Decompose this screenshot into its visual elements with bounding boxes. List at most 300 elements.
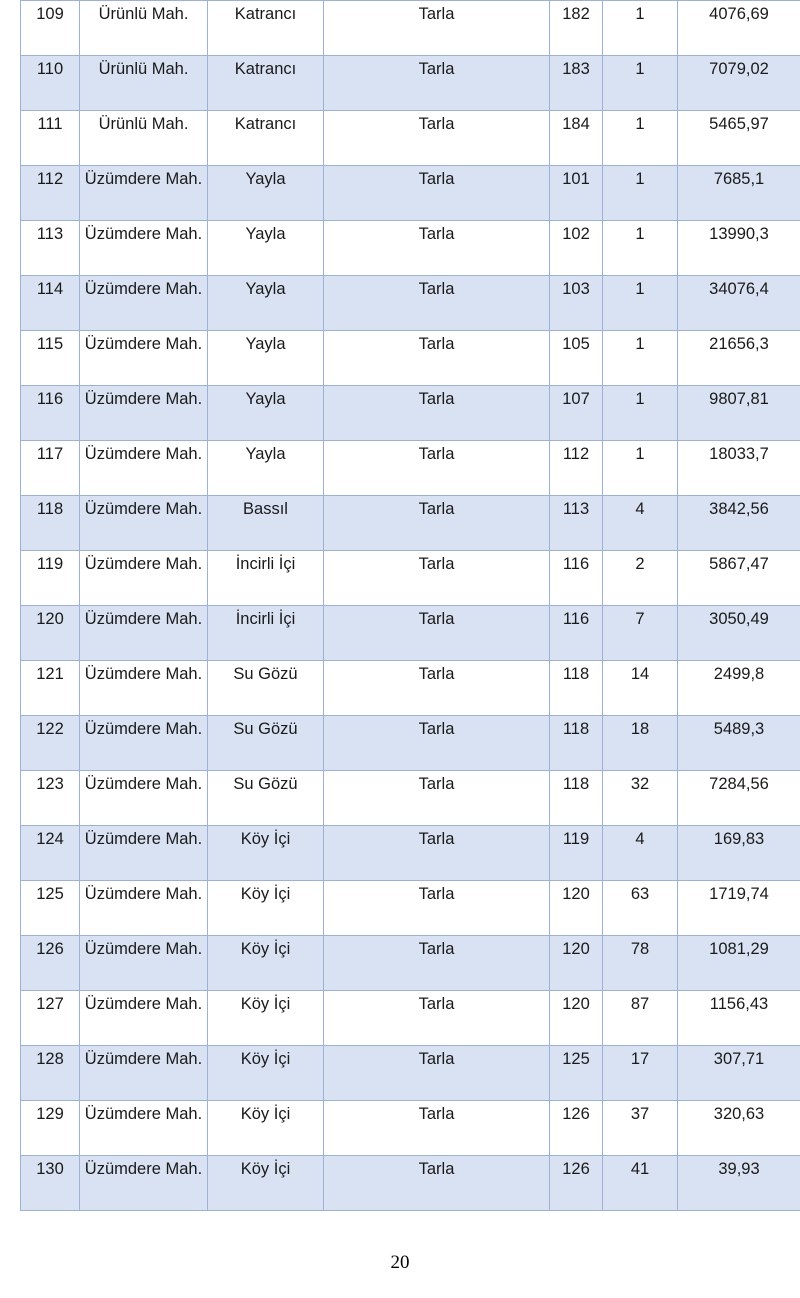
cell-mahalle-text: Üzümdere Mah.: [84, 610, 203, 628]
cell-mevki-text: Su Gözü: [233, 775, 298, 793]
cell-mahalle-text: Üzümdere Mah.: [84, 225, 203, 243]
cell-cins-text: Tarla: [418, 225, 455, 243]
cell-row-number-text: 127: [36, 995, 64, 1013]
cell-alan: [678, 1, 800, 56]
cell-parsel-text: 1: [635, 170, 645, 188]
cell-row-number-text: 115: [36, 335, 64, 353]
cell-ada-text: 101: [562, 170, 590, 188]
table-row: [21, 111, 800, 166]
cell-parsel: [603, 331, 678, 386]
cell-cins: [324, 1156, 550, 1211]
cell-ada-text: 103: [562, 280, 590, 298]
cell-mahalle: [80, 936, 208, 991]
cell-parsel: [603, 881, 678, 936]
cell-cins-text: Tarla: [418, 830, 455, 848]
cell-alan-text: 34076,4: [709, 280, 769, 298]
cell-mevki: [208, 111, 324, 166]
table-row: [21, 1101, 800, 1156]
cell-mahalle: [80, 881, 208, 936]
cell-mevki-text: Yayla: [245, 170, 286, 188]
cell-cins-text: Tarla: [418, 775, 455, 793]
cell-mevki: [208, 276, 324, 331]
cell-alan: [678, 221, 800, 276]
cell-ada: [550, 1046, 603, 1101]
cell-parsel-text: 17: [630, 1050, 650, 1068]
table-row: [21, 991, 800, 1046]
cell-row-number: [21, 56, 80, 111]
cell-mahalle: [80, 276, 208, 331]
cell-ada-text: 107: [562, 390, 590, 408]
cell-ada-text: 126: [562, 1160, 590, 1178]
cell-ada: [550, 166, 603, 221]
cell-parsel: [603, 826, 678, 881]
cell-mevki-text: Su Gözü: [233, 665, 298, 683]
cell-alan-text: 169,83: [713, 830, 765, 848]
cell-ada: [550, 881, 603, 936]
cell-mevki-text: Yayla: [245, 225, 286, 243]
cell-cins-text: Tarla: [418, 170, 455, 188]
cell-row-number: [21, 991, 80, 1046]
cell-cins-text: Tarla: [418, 610, 455, 628]
cell-parsel-text: 1: [635, 280, 645, 298]
cell-alan: [678, 1046, 800, 1101]
cell-cins: [324, 551, 550, 606]
cell-cins-text: Tarla: [418, 1050, 455, 1068]
cell-cins: [324, 331, 550, 386]
cell-mahalle: [80, 1046, 208, 1101]
cell-cins-text: Tarla: [418, 390, 455, 408]
cell-mevki-text: Köy İçi: [240, 1105, 291, 1123]
cell-mevki-text: İncirli İçi: [235, 555, 296, 573]
cell-parsel-text: 4: [635, 500, 645, 518]
cell-ada: [550, 826, 603, 881]
cell-parsel-text: 63: [630, 885, 650, 903]
cell-parsel-text: 18: [630, 720, 650, 738]
cell-ada-text: 116: [562, 610, 590, 628]
cell-row-number: [21, 1, 80, 56]
table-row: [21, 716, 800, 771]
cell-parsel: [603, 166, 678, 221]
table-row: [21, 1, 800, 56]
cell-ada-text: 182: [562, 5, 590, 23]
cell-mahalle-text: Üzümdere Mah.: [84, 280, 203, 298]
cell-cins-text: Tarla: [418, 500, 455, 518]
cell-alan-text: 18033,7: [709, 445, 769, 463]
cell-ada-text: 105: [562, 335, 590, 353]
cell-parsel: [603, 716, 678, 771]
cell-cins-text: Tarla: [418, 280, 455, 298]
cell-cins: [324, 111, 550, 166]
cell-parsel-text: 1: [635, 5, 645, 23]
cell-cins-text: Tarla: [418, 555, 455, 573]
cell-parsel: [603, 661, 678, 716]
cell-alan: [678, 661, 800, 716]
cell-parsel-text: 1: [635, 335, 645, 353]
cell-alan: [678, 276, 800, 331]
cell-alan-text: 4076,69: [709, 5, 769, 23]
cell-cins: [324, 221, 550, 276]
cell-mahalle: [80, 331, 208, 386]
cell-ada: [550, 1, 603, 56]
cell-row-number-text: 125: [36, 885, 64, 903]
cell-parsel-text: 1: [635, 390, 645, 408]
cell-mahalle: [80, 496, 208, 551]
table-row: [21, 1156, 800, 1211]
cell-alan-text: 7079,02: [709, 60, 769, 78]
cell-cins-text: Tarla: [418, 1160, 455, 1178]
cell-cins-text: Tarla: [418, 885, 455, 903]
cell-alan: [678, 1101, 800, 1156]
cell-alan: [678, 166, 800, 221]
cell-parsel: [603, 496, 678, 551]
cell-alan: [678, 496, 800, 551]
cell-cins: [324, 661, 550, 716]
cell-mahalle-text: Üzümdere Mah.: [84, 335, 203, 353]
cell-parsel: [603, 991, 678, 1046]
cell-cins: [324, 1046, 550, 1101]
cell-mevki-text: Köy İçi: [240, 1160, 291, 1178]
cell-mevki-text: Yayla: [245, 390, 286, 408]
cell-row-number: [21, 1046, 80, 1101]
cell-parsel-text: 78: [630, 940, 650, 958]
cell-mahalle-text: Üzümdere Mah.: [84, 995, 203, 1013]
cell-ada: [550, 661, 603, 716]
cell-cins: [324, 606, 550, 661]
cell-parsel-text: 2: [635, 555, 645, 573]
cell-alan-text: 39,93: [718, 1160, 760, 1178]
cell-mahalle: [80, 716, 208, 771]
cell-mevki: [208, 331, 324, 386]
cell-mahalle-text: Üzümdere Mah.: [84, 830, 203, 848]
table-row: [21, 276, 800, 331]
cell-parsel-text: 14: [630, 665, 650, 683]
cell-mahalle: [80, 1156, 208, 1211]
cell-mevki: [208, 496, 324, 551]
cell-parsel-text: 1: [635, 115, 645, 133]
cell-mevki: [208, 386, 324, 441]
cell-mahalle: [80, 606, 208, 661]
parcel-table-body: [21, 1, 800, 1211]
cell-cins-text: Tarla: [418, 115, 455, 133]
cell-mahalle-text: Üzümdere Mah.: [84, 775, 203, 793]
cell-ada-text: 118: [562, 665, 590, 683]
cell-mevki-text: Yayla: [245, 280, 286, 298]
cell-cins: [324, 496, 550, 551]
cell-mahalle: [80, 166, 208, 221]
cell-cins-text: Tarla: [418, 5, 455, 23]
cell-mevki-text: Köy İçi: [240, 885, 291, 903]
cell-alan-text: 5489,3: [713, 720, 765, 738]
cell-mevki: [208, 56, 324, 111]
cell-cins: [324, 276, 550, 331]
cell-alan-text: 9807,81: [709, 390, 769, 408]
cell-alan: [678, 716, 800, 771]
cell-parsel-text: 41: [630, 1160, 650, 1178]
cell-alan-text: 21656,3: [709, 335, 769, 353]
cell-mevki: [208, 1046, 324, 1101]
cell-ada: [550, 496, 603, 551]
cell-parsel-text: 1: [635, 445, 645, 463]
cell-mahalle-text: Üzümdere Mah.: [84, 665, 203, 683]
cell-ada: [550, 111, 603, 166]
cell-ada-text: 118: [562, 720, 590, 738]
cell-ada-text: 120: [562, 940, 590, 958]
cell-ada: [550, 551, 603, 606]
cell-parsel-text: 32: [630, 775, 650, 793]
parcel-table: [20, 0, 800, 1211]
cell-mahalle-text: Üzümdere Mah.: [84, 1105, 203, 1123]
cell-cins: [324, 716, 550, 771]
cell-alan-text: 2499,8: [713, 665, 765, 683]
cell-mevki: [208, 826, 324, 881]
cell-alan: [678, 826, 800, 881]
cell-mevki-text: Köy İçi: [240, 830, 291, 848]
cell-ada: [550, 386, 603, 441]
cell-row-number: [21, 606, 80, 661]
cell-row-number: [21, 661, 80, 716]
cell-cins: [324, 56, 550, 111]
cell-mahalle-text: Üzümdere Mah.: [84, 170, 203, 188]
cell-mahalle-text: Üzümdere Mah.: [84, 720, 203, 738]
cell-alan-text: 7685,1: [713, 170, 765, 188]
cell-row-number-text: 126: [36, 940, 64, 958]
cell-alan-text: 307,71: [713, 1050, 765, 1068]
cell-ada-text: 184: [562, 115, 590, 133]
cell-mevki-text: Katrancı: [234, 60, 297, 78]
cell-parsel-text: 87: [630, 995, 650, 1013]
cell-cins: [324, 991, 550, 1046]
table-row: [21, 331, 800, 386]
cell-mahalle: [80, 221, 208, 276]
table-row: [21, 936, 800, 991]
cell-row-number-text: 111: [37, 115, 63, 133]
cell-row-number: [21, 111, 80, 166]
cell-alan: [678, 1156, 800, 1211]
cell-row-number: [21, 221, 80, 276]
cell-mahalle-text: Üzümdere Mah.: [84, 940, 203, 958]
cell-mevki-text: İncirli İçi: [235, 610, 296, 628]
cell-alan: [678, 551, 800, 606]
cell-row-number-text: 114: [36, 280, 64, 298]
cell-cins-text: Tarla: [418, 665, 455, 683]
cell-parsel: [603, 386, 678, 441]
cell-ada-text: 120: [562, 885, 590, 903]
cell-mahalle-text: Üzümdere Mah.: [84, 500, 203, 518]
cell-cins: [324, 771, 550, 826]
cell-mahalle-text: Ürünlü Mah.: [98, 115, 189, 133]
table-row: [21, 166, 800, 221]
cell-mahalle-text: Üzümdere Mah.: [84, 1160, 203, 1178]
cell-mahalle: [80, 1, 208, 56]
cell-ada: [550, 771, 603, 826]
cell-ada: [550, 716, 603, 771]
cell-parsel-text: 4: [635, 830, 645, 848]
cell-mevki: [208, 716, 324, 771]
table-row: [21, 661, 800, 716]
cell-mevki: [208, 881, 324, 936]
table-row: [21, 221, 800, 276]
cell-row-number-text: 109: [36, 5, 64, 23]
cell-row-number-text: 112: [36, 170, 64, 188]
cell-row-number-text: 123: [36, 775, 64, 793]
cell-alan: [678, 881, 800, 936]
cell-row-number-text: 129: [36, 1105, 64, 1123]
cell-mevki-text: Su Gözü: [233, 720, 298, 738]
cell-mahalle-text: Üzümdere Mah.: [84, 445, 203, 463]
cell-cins: [324, 166, 550, 221]
cell-mahalle: [80, 1101, 208, 1156]
cell-row-number: [21, 826, 80, 881]
table-row: [21, 56, 800, 111]
cell-ada-text: 183: [562, 60, 590, 78]
cell-ada: [550, 276, 603, 331]
cell-cins: [324, 441, 550, 496]
cell-row-number: [21, 936, 80, 991]
cell-parsel: [603, 56, 678, 111]
cell-ada: [550, 606, 603, 661]
cell-alan-text: 1081,29: [709, 940, 769, 958]
cell-mahalle: [80, 386, 208, 441]
cell-mevki: [208, 166, 324, 221]
cell-cins: [324, 826, 550, 881]
cell-alan-text: 320,63: [713, 1105, 765, 1123]
cell-mevki-text: Katrancı: [234, 5, 297, 23]
cell-row-number-text: 121: [36, 665, 64, 683]
cell-mahalle: [80, 826, 208, 881]
cell-mahalle: [80, 991, 208, 1046]
cell-mahalle-text: Üzümdere Mah.: [84, 885, 203, 903]
cell-ada-text: 112: [562, 445, 590, 463]
cell-row-number: [21, 166, 80, 221]
cell-mahalle: [80, 551, 208, 606]
cell-ada: [550, 221, 603, 276]
cell-row-number: [21, 771, 80, 826]
cell-parsel: [603, 441, 678, 496]
cell-alan: [678, 111, 800, 166]
cell-cins: [324, 936, 550, 991]
cell-mevki-text: Köy İçi: [240, 940, 291, 958]
cell-ada: [550, 1156, 603, 1211]
cell-row-number: [21, 551, 80, 606]
cell-parsel-text: 1: [635, 225, 645, 243]
cell-mahalle: [80, 56, 208, 111]
cell-mevki-text: Yayla: [245, 445, 286, 463]
cell-parsel: [603, 1, 678, 56]
cell-ada-text: 102: [562, 225, 590, 243]
cell-row-number-text: 117: [36, 445, 64, 463]
cell-mevki: [208, 991, 324, 1046]
cell-cins: [324, 386, 550, 441]
page-number: 20: [390, 1252, 410, 1273]
cell-alan-text: 3050,49: [709, 610, 769, 628]
cell-alan: [678, 991, 800, 1046]
cell-parsel: [603, 551, 678, 606]
table-row: [21, 1046, 800, 1101]
cell-parsel: [603, 606, 678, 661]
cell-row-number-text: 130: [36, 1160, 64, 1178]
cell-row-number: [21, 1156, 80, 1211]
cell-parsel: [603, 1156, 678, 1211]
cell-mevki: [208, 661, 324, 716]
cell-alan: [678, 56, 800, 111]
cell-alan-text: 7284,56: [709, 775, 769, 793]
cell-ada-text: 116: [562, 555, 590, 573]
cell-parsel: [603, 936, 678, 991]
cell-ada: [550, 991, 603, 1046]
cell-mahalle-text: Ürünlü Mah.: [98, 5, 189, 23]
cell-alan-text: 3842,56: [709, 500, 769, 518]
cell-alan-text: 13990,3: [709, 225, 769, 243]
cell-row-number: [21, 386, 80, 441]
cell-cins-text: Tarla: [418, 60, 455, 78]
cell-cins: [324, 881, 550, 936]
cell-mahalle: [80, 111, 208, 166]
cell-row-number-text: 113: [36, 225, 64, 243]
table-row: [21, 826, 800, 881]
cell-cins-text: Tarla: [418, 995, 455, 1013]
table-row: [21, 881, 800, 936]
cell-mevki-text: Köy İçi: [240, 995, 291, 1013]
table-row: [21, 496, 800, 551]
cell-cins-text: Tarla: [418, 445, 455, 463]
cell-mevki: [208, 936, 324, 991]
cell-mahalle-text: Üzümdere Mah.: [84, 555, 203, 573]
cell-row-number-text: 120: [36, 610, 64, 628]
cell-parsel-text: 37: [630, 1105, 650, 1123]
cell-row-number-text: 116: [36, 390, 64, 408]
cell-parsel: [603, 276, 678, 331]
cell-mevki: [208, 551, 324, 606]
cell-alan-text: 1719,74: [709, 885, 769, 903]
cell-alan-text: 1156,43: [709, 995, 769, 1013]
cell-mevki-text: Köy İçi: [240, 1050, 291, 1068]
cell-cins-text: Tarla: [418, 940, 455, 958]
cell-parsel-text: 1: [635, 60, 645, 78]
cell-mevki: [208, 606, 324, 661]
cell-mevki: [208, 771, 324, 826]
cell-cins-text: Tarla: [418, 720, 455, 738]
cell-cins: [324, 1, 550, 56]
cell-ada: [550, 56, 603, 111]
cell-row-number-text: 119: [36, 555, 64, 573]
cell-row-number: [21, 881, 80, 936]
cell-ada-text: 119: [562, 830, 590, 848]
cell-parsel: [603, 221, 678, 276]
cell-row-number-text: 118: [36, 500, 64, 518]
cell-ada: [550, 331, 603, 386]
cell-mevki: [208, 1101, 324, 1156]
cell-row-number: [21, 441, 80, 496]
cell-alan: [678, 771, 800, 826]
cell-row-number: [21, 276, 80, 331]
cell-mahalle: [80, 441, 208, 496]
cell-row-number: [21, 496, 80, 551]
cell-ada-text: 120: [562, 995, 590, 1013]
cell-alan-text: 5867,47: [709, 555, 769, 573]
cell-row-number: [21, 1101, 80, 1156]
cell-mevki: [208, 1156, 324, 1211]
cell-row-number: [21, 331, 80, 386]
cell-mevki-text: Katrancı: [234, 115, 297, 133]
table-row: [21, 771, 800, 826]
cell-parsel: [603, 771, 678, 826]
table-row: [21, 441, 800, 496]
cell-row-number: [21, 716, 80, 771]
cell-alan: [678, 386, 800, 441]
cell-alan: [678, 936, 800, 991]
cell-alan-text: 5465,97: [709, 115, 769, 133]
cell-parsel: [603, 111, 678, 166]
